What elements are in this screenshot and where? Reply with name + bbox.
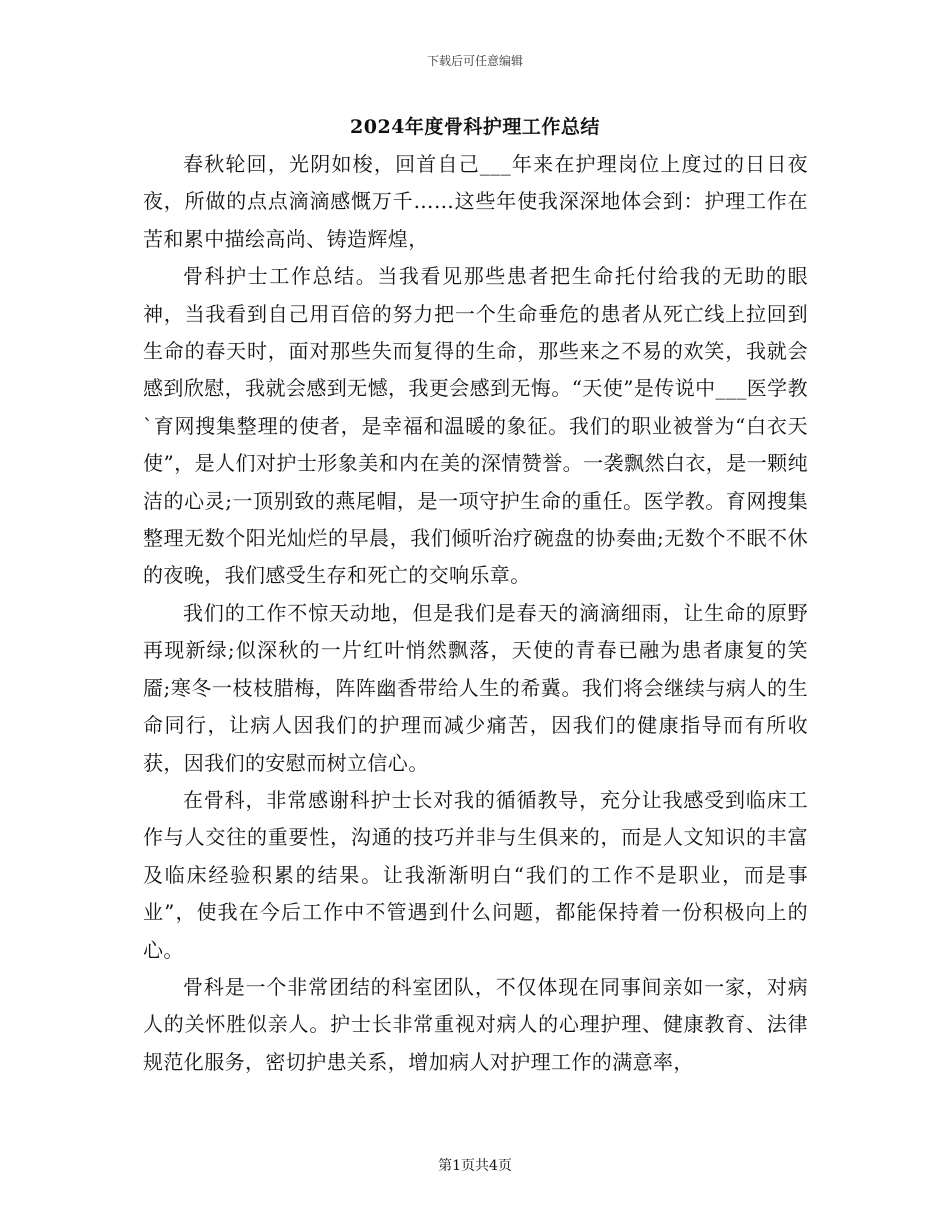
paragraph-3: 我们的工作不惊天动地，但是我们是春天的滴滴细雨，让生命的原野再现新绿;似深秋的一片红叶悄然飘落，天使的青春已融为患者康复的笑靥;寒冬一枝枝腊梅，阵阵幽香带给人生的希冀。我们将会继续与病人的生命同行，让病人因我们的护理而减少痛苦，因我们的健康指导而有所收获，因我们的安慰而树立信心。 bbox=[143, 600, 808, 775]
paragraph-2: 骨科护士工作总结。当我看见那些患者把生命托付给我的无助的眼神，当我看到自己用百倍的努力把一个生命垂危的患者从死亡线上拉回到生命的春天时，面对那些失而复得的生命，那些来之不易的欢笑，我就会感到欣慰，我就会感到无憾，我更会感到无悔。“天使”是传说中___医学教`育网搜集整理的使者，是幸福和温暖的象征。我们的职业被誉为“白衣天使”，是人们对护士形象美和内在美的深情赞誉。一袭飘然白衣，是一颗纯洁的心灵;一顶别致的燕尾帽，是一项守护生命的重任。医学教。育网搜集整理无数个阳光灿烂的早晨，我们倾听治疗碗盘的协奏曲;无数个不眠不休的夜晚，我们感受生存和死亡的交响乐章。 bbox=[143, 264, 808, 588]
document-body bbox=[143, 146, 808, 1081]
paragraph-4: 在骨科，非常感谢科护士长对我的循循教导，充分让我感受到临床工作与人交往的重要性，沟通的技巧并非与生俱来的，而是人文知识的丰富及临床经验积累的结果。让我渐渐明白“我们的工作不是职业，而是事业”，使我在今后工作中不管遇到什么问题，都能保持着一份积极向上的心。 bbox=[143, 787, 808, 962]
paragraph-1: 春秋轮回，光阴如梭，回首自己___年来在护理岗位上度过的日日夜夜，所做的点点滴滴感慨万千……这些年使我深深地体会到：护理工作在苦和累中描绘高尚、铸造辉煌， bbox=[143, 152, 808, 251]
page-number: 第1页共4页 bbox=[438, 1158, 512, 1174]
page-header-note: 下载后可任意编辑 bbox=[426, 54, 523, 68]
document-title: 2024年度骨科护理工作总结 bbox=[350, 116, 600, 138]
paragraph-5: 骨科是一个非常团结的科室团队，不仅体现在同事间亲如一家，对病人的关怀胜似亲人。护士长非常重视对病人的心理护理、健康教育、法律规范化服务，密切护患关系，增加病人对护理工作的满意率， bbox=[143, 974, 808, 1074]
